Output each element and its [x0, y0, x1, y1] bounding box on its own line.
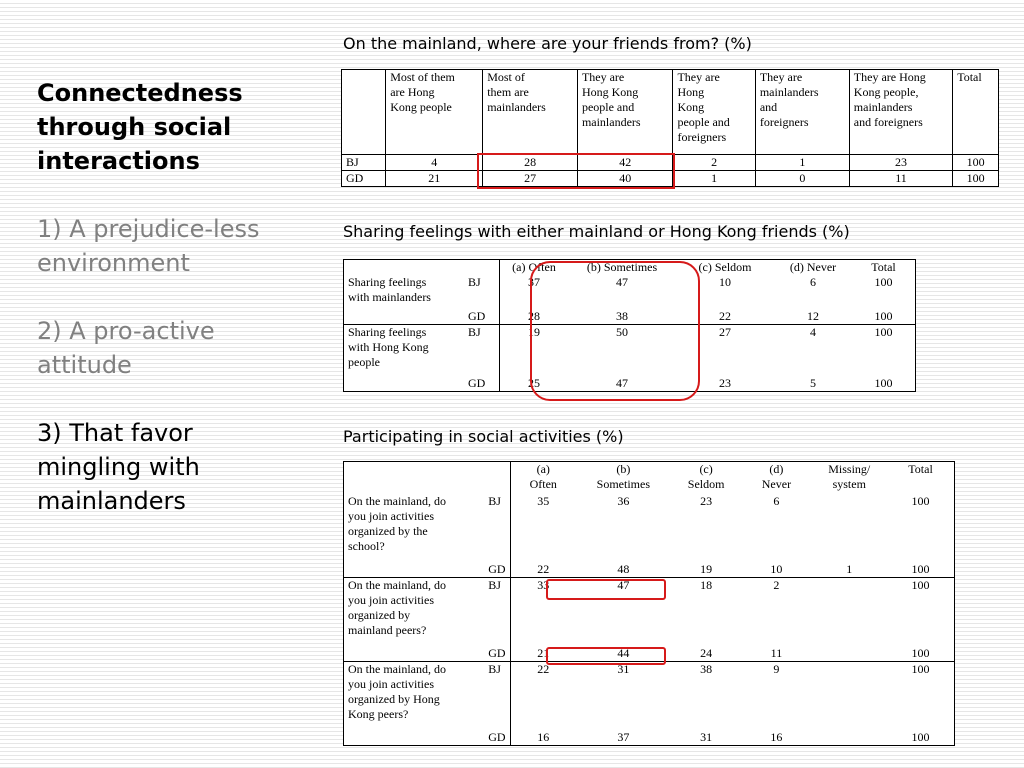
- data-cell: 9: [741, 662, 811, 731]
- cell-line: them are: [487, 85, 529, 99]
- data-cell: 40: [577, 171, 673, 187]
- cell-line: On the mainland, do: [348, 662, 446, 676]
- group-label: [344, 662, 485, 746]
- column-header: [344, 260, 500, 276]
- cell-line: with mainlanders: [348, 290, 431, 304]
- region-label: BJ: [464, 275, 500, 309]
- data-cell: 100: [887, 578, 954, 647]
- cell-line: Total: [908, 462, 933, 476]
- cell-line: Most of: [487, 70, 525, 84]
- cell-line: Sharing feelings: [348, 325, 427, 339]
- data-cell: [811, 646, 887, 662]
- social-activities-table: [343, 461, 955, 746]
- data-cell: 16: [537, 730, 550, 744]
- data-cell: 11: [770, 646, 783, 660]
- data-cell: 23: [849, 155, 952, 171]
- column-header: [849, 70, 952, 155]
- cell-line: school?: [348, 539, 385, 553]
- data-cell: 100: [874, 275, 893, 289]
- data-cell: 28: [528, 309, 540, 323]
- data-cell: 10: [719, 275, 731, 289]
- table1-header-row: [342, 70, 999, 155]
- data-cell: 31: [700, 730, 713, 744]
- cell-line: They are: [677, 70, 720, 84]
- point-line: mainlanders: [37, 487, 186, 515]
- cell-line: Kong peers?: [348, 707, 409, 721]
- column-header: (a) Often: [512, 260, 556, 274]
- data-cell: 33: [510, 578, 576, 647]
- cell-line: organized by: [348, 608, 411, 622]
- column-header: [344, 462, 511, 495]
- table1-caption: On the mainland, where are your friends from? (%): [343, 34, 752, 53]
- cell-line: foreigners: [759, 115, 809, 129]
- highlight-box: [530, 261, 700, 401]
- table3-body: [344, 494, 955, 746]
- data-cell: 38: [671, 662, 742, 731]
- row-label: BJ: [342, 155, 386, 171]
- cell-line: people: [348, 355, 380, 369]
- data-cell: 100: [911, 730, 930, 744]
- data-cell: 4: [774, 325, 852, 377]
- group-label: [344, 578, 485, 662]
- data-cell: 50: [568, 325, 676, 377]
- column-header: Total: [871, 260, 896, 274]
- cell-line: you join activities: [348, 593, 434, 607]
- cell-line: Kong people: [390, 100, 452, 114]
- group-label: [344, 494, 485, 578]
- cell-line: and foreigners: [853, 115, 923, 129]
- data-cell: 100: [911, 562, 930, 576]
- data-cell: 44: [617, 646, 630, 660]
- cell-line: Sharing feelings: [348, 275, 427, 289]
- point-line: mingling with: [37, 453, 200, 481]
- data-cell: 100: [953, 171, 999, 187]
- data-cell: 21: [386, 171, 483, 187]
- cell-line: (c): [699, 462, 713, 476]
- table3-caption: Participating in social activities (%): [343, 427, 624, 446]
- data-cell: 18: [671, 578, 742, 647]
- title-line: interactions: [37, 147, 200, 175]
- data-cell: 35: [537, 494, 550, 508]
- data-cell: 1: [755, 155, 849, 171]
- cell-line: Often: [529, 477, 557, 491]
- data-cell: 21: [537, 646, 550, 660]
- column-header: [576, 462, 671, 495]
- column-header: [483, 70, 578, 155]
- data-cell: 38: [616, 309, 628, 323]
- data-cell: 23: [719, 376, 731, 390]
- data-cell: 48: [617, 562, 630, 576]
- data-cell: 37: [528, 275, 540, 289]
- data-cell: 5: [810, 376, 816, 390]
- table2-caption: Sharing feelings with either mainland or Hong Kong friends (%): [343, 222, 850, 241]
- column-header: [741, 462, 811, 495]
- region-label: BJ: [484, 578, 510, 647]
- cell-line: system: [832, 477, 866, 491]
- data-cell: 1: [846, 562, 853, 576]
- cell-line: mainlanders: [581, 115, 641, 129]
- data-cell: 100: [911, 646, 930, 660]
- data-cell: 100: [852, 325, 916, 377]
- data-cell: 23: [700, 494, 713, 508]
- data-cell: 100: [953, 155, 999, 171]
- data-cell: 100: [874, 376, 893, 390]
- cell-line: Kong people,: [853, 85, 919, 99]
- cell-line: mainland peers?: [348, 623, 427, 637]
- point-3: [37, 416, 327, 518]
- cell-line: Total: [957, 70, 982, 84]
- data-cell: 27: [483, 171, 578, 187]
- cell-line: Hong: [677, 85, 705, 99]
- cell-line: mainlanders: [487, 100, 546, 114]
- region-label: GD: [484, 562, 510, 578]
- region-label: BJ: [484, 494, 510, 562]
- cell-line: people and: [581, 100, 635, 114]
- column-header: [342, 70, 386, 155]
- data-cell: 1: [673, 171, 755, 187]
- column-header: [671, 462, 742, 495]
- data-cell: 0: [755, 171, 849, 187]
- point-2: [37, 314, 327, 382]
- region-label: GD: [464, 309, 500, 325]
- point-line: 2) A pro-active: [37, 317, 215, 345]
- region-label: GD: [484, 646, 510, 662]
- column-header: (c) Seldom: [698, 260, 752, 274]
- data-cell: 28: [483, 155, 578, 171]
- column-header: (b) Sometimes: [586, 260, 658, 274]
- highlight-box: [546, 579, 666, 600]
- data-cell: 10: [770, 562, 783, 576]
- data-cell: 100: [874, 309, 893, 323]
- data-cell: 36: [617, 494, 630, 508]
- cell-line: Most of them: [390, 70, 455, 84]
- cell-line: and: [759, 100, 778, 114]
- data-cell: 12: [807, 309, 819, 323]
- highlight-box: [477, 153, 675, 189]
- region-label: BJ: [484, 662, 510, 731]
- data-cell: 19: [500, 325, 569, 377]
- data-cell: 19: [700, 562, 713, 576]
- region-label: BJ: [464, 325, 500, 377]
- highlight-box: [546, 647, 666, 665]
- row-label: GD: [342, 171, 386, 187]
- group-label: [344, 275, 465, 325]
- data-cell: 42: [577, 155, 673, 171]
- data-cell: [811, 494, 887, 562]
- data-cell: 2: [741, 578, 811, 647]
- data-cell: 22: [510, 662, 576, 731]
- data-cell: 22: [537, 562, 550, 576]
- data-cell: 4: [386, 155, 483, 171]
- cell-line: Sometimes: [596, 477, 650, 491]
- cell-line: (b): [616, 462, 631, 476]
- cell-line: you join activities: [348, 677, 434, 691]
- sidebar: [37, 76, 327, 518]
- cell-line: On the mainland, do: [348, 494, 446, 508]
- data-cell: [811, 730, 887, 746]
- cell-line: with Hong Kong: [348, 340, 429, 354]
- data-cell: 22: [719, 309, 731, 323]
- cell-line: people and: [677, 115, 730, 129]
- cell-line: (d): [769, 462, 784, 476]
- column-header: [386, 70, 483, 155]
- table3-header-row: [344, 462, 955, 495]
- cell-line: are Hong: [390, 85, 435, 99]
- data-cell: 27: [676, 325, 774, 377]
- data-cell: 6: [810, 275, 816, 289]
- data-cell: 31: [576, 662, 671, 731]
- cell-line: Hong Kong: [581, 85, 639, 99]
- data-cell: [811, 662, 887, 731]
- data-cell: 25: [528, 376, 540, 390]
- cell-line: organized by the: [348, 524, 428, 538]
- cell-line: mainlanders: [853, 100, 913, 114]
- point-line: environment: [37, 249, 190, 277]
- cell-line: organized by Hong: [348, 692, 440, 706]
- data-cell: 11: [849, 171, 952, 187]
- group-label: [344, 325, 465, 392]
- data-cell: 16: [770, 730, 783, 744]
- column-header: [673, 70, 755, 155]
- data-cell: 2: [673, 155, 755, 171]
- data-cell: 47: [576, 578, 671, 647]
- point-line: 3) That favor: [37, 419, 193, 447]
- cell-line: They are: [759, 70, 803, 84]
- column-header: [811, 462, 887, 495]
- column-header: [755, 70, 849, 155]
- cell-line: you join activities: [348, 509, 434, 523]
- cell-line: Seldom: [687, 477, 725, 491]
- column-header: [510, 462, 576, 495]
- region-label: GD: [484, 730, 510, 746]
- title-line: through social: [37, 113, 232, 141]
- data-cell: 24: [700, 646, 713, 660]
- column-header: [577, 70, 673, 155]
- data-cell: 6: [773, 494, 780, 508]
- title-line: Connectedness: [37, 79, 243, 107]
- data-cell: [811, 578, 887, 647]
- data-cell: 100: [911, 494, 930, 508]
- point-1: [37, 212, 327, 280]
- data-cell: 47: [616, 275, 628, 289]
- slide-title: [37, 76, 327, 178]
- column-header: [887, 462, 954, 495]
- cell-line: Missing/: [828, 462, 871, 476]
- cell-line: They are: [581, 70, 625, 84]
- point-line: 1) A prejudice-less: [37, 215, 260, 243]
- column-header: (d) Never: [789, 260, 837, 274]
- column-header: [953, 70, 999, 155]
- cell-line: foreigners: [677, 130, 727, 144]
- cell-line: They are Hong: [853, 70, 926, 84]
- data-cell: 47: [616, 376, 628, 390]
- data-cell: 100: [887, 662, 954, 731]
- point-line: attitude: [37, 351, 132, 379]
- data-cell: 37: [617, 730, 630, 744]
- region-label: GD: [464, 376, 500, 392]
- cell-line: Never: [761, 477, 792, 491]
- cell-line: Kong: [677, 100, 705, 114]
- cell-line: mainlanders: [759, 85, 819, 99]
- table-row: [344, 662, 955, 731]
- cell-line: (a): [536, 462, 550, 476]
- table-row: [344, 494, 955, 562]
- cell-line: On the mainland, do: [348, 578, 446, 592]
